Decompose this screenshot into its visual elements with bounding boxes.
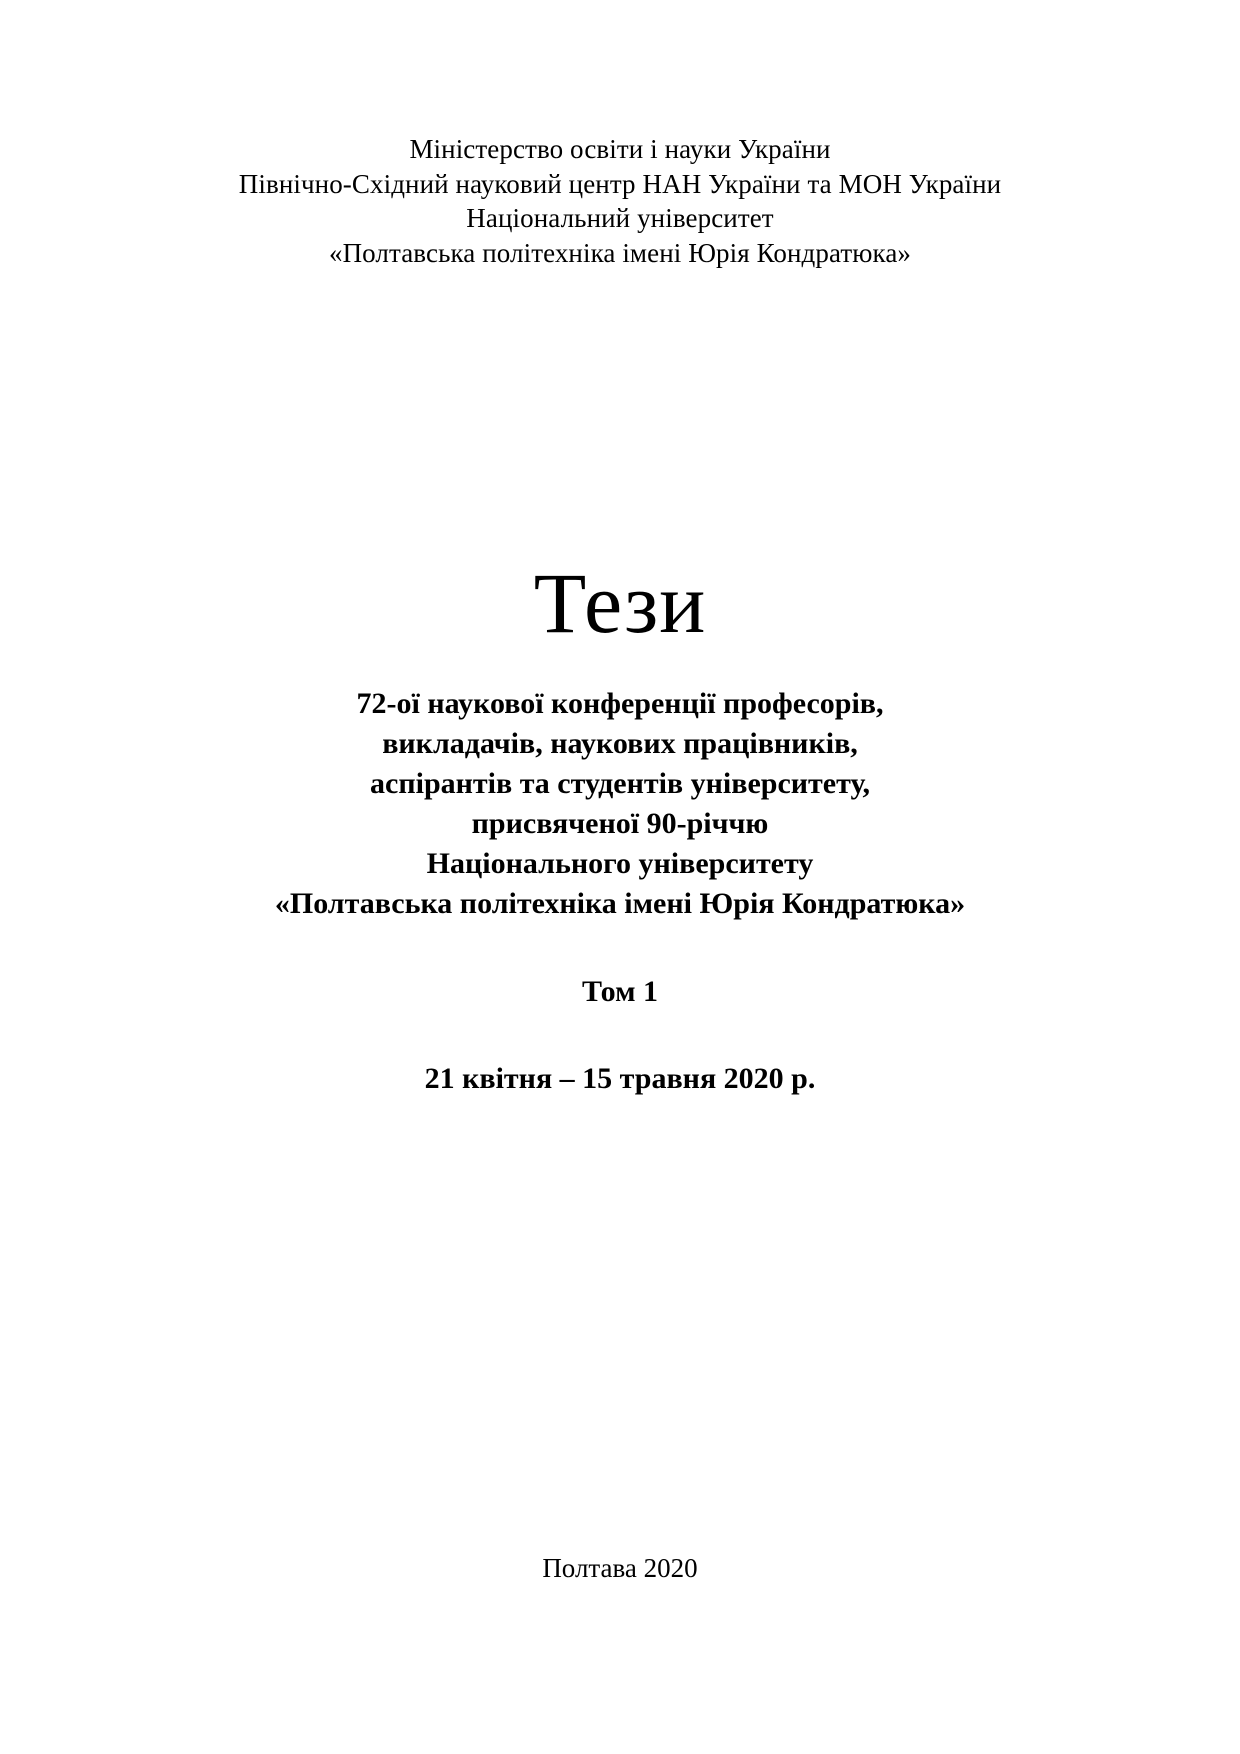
header-line-science-center: Північно-Східний науковий центр НАН України та МОН України [238,168,1002,199]
header-line-university-name: «Полтавська політехніка імені Юрія Кондратюка» [328,237,912,268]
subtitle-line-3: аспірантів та студентів університету, [370,766,870,800]
title-block [140,555,1100,652]
subtitle-line-5: Національного університету [426,846,814,880]
imprint-place-year: Полтава 2020 [542,1552,698,1583]
imprint-footer [0,1551,1240,1586]
page-title: Тези [533,555,707,652]
subtitle-line-4: присвяченої 90-річчю [471,806,769,840]
header-line-ministry: Міністерство освіти і науки України [409,134,831,164]
conference-dates: 21 квітня – 15 травня 2020 р. [424,1061,816,1095]
header-line-university: Національний університет [466,203,774,234]
volume-label: Том 1 [581,974,659,1008]
subtitle-line-2: викладачів, наукових працівників, [382,727,858,761]
subtitle-line-1: 72-ої наукової конференції професорів, [356,687,884,721]
subtitle-line-6: «Полтавська політехніка імені Юрія Кондратюка» [274,886,966,920]
date-block [140,1059,1100,1098]
publisher-header [140,132,1100,270]
volume-block [140,972,1100,1011]
subtitle-block [140,684,1100,923]
